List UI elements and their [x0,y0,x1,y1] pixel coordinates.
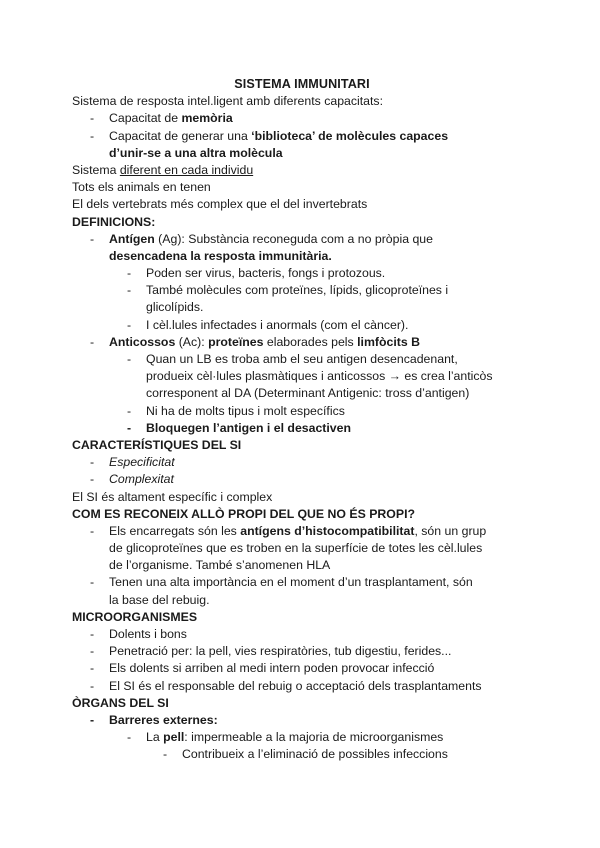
sub-list-item-continuation: glicolípids. [146,300,204,315]
section-heading-organs: ÒRGANS DEL SI [72,695,169,710]
sub-list-item: - I cèl.lules infectades i anormals (com el càncer). [127,317,409,332]
list-item: - Els dolents si arriben al medi intern poden provocar infecció [90,661,435,676]
list-item-antigen: - Antígen (Ag): Substància reconeguda com a no pròpia que [90,231,433,246]
sub-list-item: - Ni ha de molts tipus i molt específics [127,403,345,418]
sub-list-item: - Quan un LB es troba amb el seu antigen desencadenant, [127,352,458,366]
sub-list-item: - Poden ser virus, bacteris, fongs i protozous. [127,266,386,281]
vertebrats-text: El dels vertebrats més complex que el del invertebrats [72,197,368,212]
list-item-continuation: de l’organisme. També s’anomenen HLA [109,558,331,573]
section-heading-microorganismes: MICROORGANISMES [72,609,198,624]
section-heading-reconeix: COM ES RECONEIX ALLÒ PROPI DEL QUE NO ÉS PROPI? [72,506,415,521]
section-heading-caracteristiques: CARACTERÍSTIQUES DEL SI [72,437,242,452]
list-item-anticossos: - Anticossos (Ac): proteïnes elaborades pels limfòcits B [90,334,420,349]
sub-list-item: - La pell: impermeable a la majoria de microorganismes [127,730,444,745]
list-item: - Penetració per: la pell, vies respiratòries, tub digestiu, ferides... [90,644,452,659]
list-item: - Capacitat de generar una ‘biblioteca’ de molècules capaces [90,128,449,143]
sub-sub-list-item: - Contribueix a l’eliminació de possibles infeccions [163,747,448,762]
list-item: - Especificitat [90,455,175,470]
list-item: - Dolents i bons [90,627,187,641]
list-item: - Tenen una alta importància en el moment d’un trasplantament, són [90,575,473,590]
sub-list-item: - També molècules com proteïnes, lípids, glicoproteïnes i [127,283,449,298]
document-body [72,76,532,764]
list-item-continuation: la base del rebuig. [109,592,210,607]
animals-text: Tots els animals en tenen [72,180,211,195]
sub-list-item-continuation: produeix cèl·lules plasmàtiques i anticossos → es crea l’anticòs [146,369,493,384]
list-item-continuation: desencadena la resposta immunitària. [109,248,332,263]
section-heading-definicions: DEFINICIONS: [72,214,156,229]
list-item-continuation: de glicoproteïnes que es troben en la superfície de totes les cèl.lules [109,541,483,556]
sistema-text: Sistema diferent en cada individu [72,162,254,177]
page-title: SISTEMA IMMUNITARI [234,77,370,91]
caracteristiques-summary: El SI és altament específic i complex [72,489,273,504]
list-item: - Els encarregats són les antígens d’histocompatibilitat, són un grup [90,523,487,538]
list-item: - Capacitat de memòria [90,111,233,126]
list-item-barreres: - Barreres externes: [90,712,218,727]
list-item-continuation: d’unir-se a una altra molècula [109,145,283,160]
list-item: - El SI és el responsable del rebuig o acceptació dels trasplantaments [90,678,482,693]
sub-list-item: - Bloquegen l’antigen i el desactiven [127,420,351,435]
sub-list-item-continuation: corresponent al DA (Determinant Antigenic: tross d’antigen) [146,386,470,401]
list-item: - Complexitat [90,472,174,487]
intro-text: Sistema de resposta intel.ligent amb diferents capacitats: [72,94,384,109]
